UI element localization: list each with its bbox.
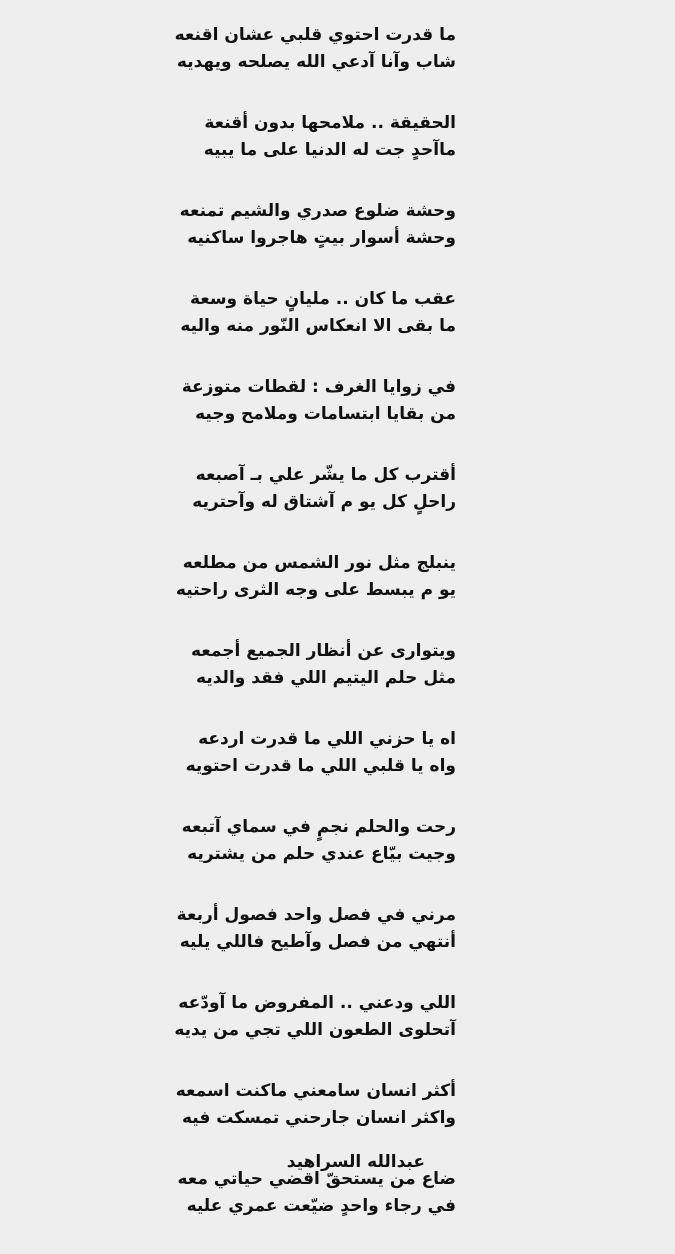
verse-line: الحقيقة .. ملامحها بدون أقنعة: [204, 113, 456, 133]
stanza: [0, 198, 456, 252]
verse-line: في رجاء واحدٍ ضيّعت عمري عليه: [186, 1196, 456, 1216]
verse-line: ويتوارى عن أنظار الجميع أجمعه: [190, 641, 456, 661]
verse-line: وجيت بيّاع عندي حلم من يشتريه: [187, 844, 456, 864]
stanza: [0, 638, 456, 692]
stanza: [0, 814, 456, 868]
stanza: [0, 990, 456, 1044]
verse-line: راحلٍ كل يو م آشتاق له وآحتريه: [192, 492, 456, 512]
verse-line: من بقايا ابتسامات وملامح وجيه: [195, 404, 456, 424]
verse-line: واكثر انسان جارحني تمسكت فيه: [181, 1108, 456, 1128]
verse-line: ما بقى الا انعكاس النّور منه واليه: [180, 316, 456, 336]
stanza: [0, 902, 456, 956]
verse-line: واه يا قلبي اللي ما قدرت احتويه: [185, 756, 456, 776]
stanza: [0, 462, 456, 516]
verse-line: وحشة أسوار بيتٍ هاجروا ساكنيه: [187, 228, 456, 248]
stanza: [0, 1078, 456, 1132]
stanza: [0, 726, 456, 780]
verse-line: مثل حلم اليتيم اللي فقد والديه: [196, 668, 456, 688]
verse-line: مرني في فصل واحد فصول أربعة: [176, 905, 456, 925]
author-signature: عبدالله السراهيد: [286, 1152, 425, 1172]
verse-line: ما قدرت احتوي قلبي عشان اقنعه: [174, 25, 456, 45]
verse-line: اللي ودعني .. المفروض ما آودّعه: [178, 993, 456, 1013]
stanza: [0, 110, 456, 164]
verse-line: ضاع من يستحقّ اقضي حياتي معه: [177, 1169, 456, 1189]
verse-line: يو م يبسط على وجه الثرى راحتيه: [175, 580, 456, 600]
verse-line: شاب وآنا آدعي الله يصلحه ويهديه: [176, 52, 456, 72]
verse-line: اه يا حزني اللي ما قدرت اردعه: [198, 729, 456, 749]
verse-line: عقب ما كان .. مليانٍ حياة وسعة: [189, 289, 456, 309]
verse-line: أنتهي من فصل وآطيح فاللي يليه: [179, 932, 456, 952]
verse-line: أقترب كل ما يشّر علي بـ آصبعه: [195, 465, 456, 485]
stanza: [0, 374, 456, 428]
verse-line: رحت والحلم نجمٍ في سماي آتبعه: [181, 817, 456, 837]
poem-body: [0, 22, 456, 1254]
verse-line: وحشة ضلوع صدري والشيم تمنعه: [179, 201, 456, 221]
verse-line: ينبلج مثل نور الشمس من مطلعه: [182, 553, 456, 573]
stanza: [0, 286, 456, 340]
verse-line: ماآحدٍ جت له الدنيا على ما يبيه: [203, 140, 456, 160]
verse-line: أكثر انسان سامعني ماكنت اسمعه: [175, 1081, 456, 1101]
verse-line: آتحلوى الطعون اللي تجي من يديه: [174, 1020, 456, 1040]
verse-line: في زوايا الغرف : لقطات متوزعة: [181, 377, 456, 397]
stanza: [0, 22, 456, 76]
stanza: [0, 550, 456, 604]
